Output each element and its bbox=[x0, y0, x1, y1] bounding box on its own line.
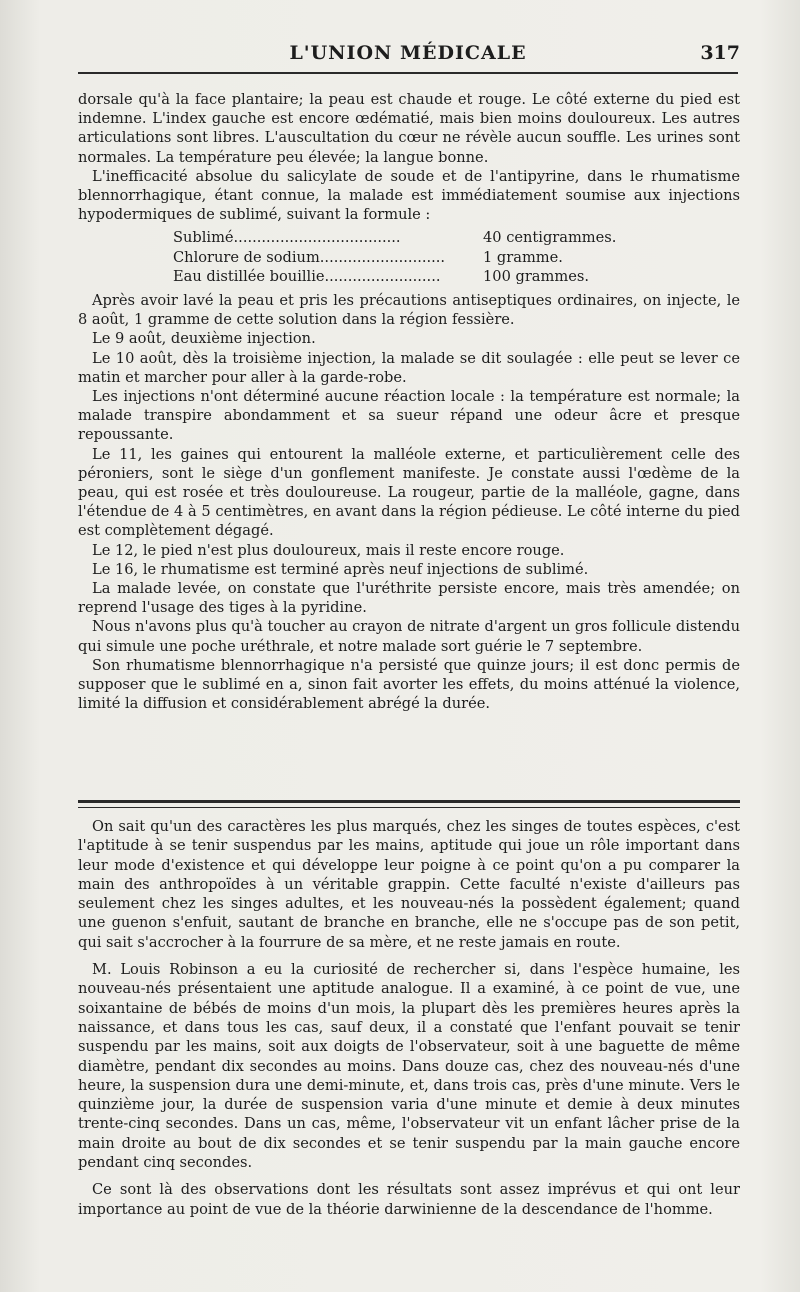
page-number: 317 bbox=[700, 42, 740, 64]
paragraph: Ce sont là des observations dont les résultats sont assez imprévus et qui ont leur importance au point de vue de la théorie darwinienne de la descendance de l'homme. bbox=[78, 1181, 740, 1218]
paragraph: La malade levée, on constate que l'uréthrite persiste encore, mais très amendée; on reprend l'usage des tiges à la pyridine. bbox=[78, 580, 740, 617]
paragraph: Le 16, le rhumatisme est terminé après neuf injections de sublimé. bbox=[92, 560, 589, 578]
formula-quantity: 100 grammes. bbox=[483, 267, 589, 285]
paragraph: Après avoir lavé la peau et pris les précautions antiseptiques ordinaires, on injecte, le 8 août, 1 gramme de cette solution dans la région fessière. bbox=[78, 291, 740, 329]
paragraph: Les injections n'ont déterminé aucune réaction locale : la température est normale; la malade transpire abondamment et sa sueur répand une odeur âcre et presque repoussante. bbox=[78, 388, 740, 444]
paragraph: Son rhumatisme blennorrhagique n'a persisté que quinze jours; il est donc permis de supposer que le sublimé en a, sinon fait avorter les effets, du moins atténué la violence, limité la diffusion et considérablement abrégé la durée. bbox=[78, 656, 740, 713]
formula-ingredient: Chlorure de sodium........................... bbox=[173, 248, 446, 266]
article-singes bbox=[78, 817, 740, 1227]
formula-quantity: 1 gramme. bbox=[483, 248, 563, 266]
formula-quantity: 40 centigrammes. bbox=[483, 229, 617, 247]
formula-ingredient: Sublimé.................................... bbox=[173, 229, 401, 247]
paragraph: Le 9 août, deuxième injection. bbox=[92, 330, 316, 348]
paragraph: Le 12, le pied n'est plus douloureux, mais il reste encore rouge. bbox=[92, 541, 565, 559]
formula-row bbox=[173, 267, 713, 286]
running-title: L'UNION MÉDICALE bbox=[289, 42, 527, 64]
page-header bbox=[76, 42, 740, 72]
paragraph: On sait qu'un des caractères les plus marqués, chez les singes de toutes espèces, c'est l'aptitude à se tenir suspendus par les mains, aptitude qui joue un rôle important dans leur mode d'existence et qui développe leur poigne à ce point qu'on a pu comparer la main des anthropoïdes à un véritable grappin. Cette faculté n'existe d'ailleurs pas seulement chez les singes adultes, et les nouveau-nés la possèdent également; quand une guenon s'enfuit, sautant de branche en branche, elle ne s'occupe pas de son petit, qui sait s'accrocher à la fourrure de sa mère, et ne reste jamais en route. bbox=[78, 818, 740, 951]
paragraph: M. Louis Robinson a eu la curiosité de rechercher si, dans l'espèce humaine, les nouveau-nés présentaient une aptitude analogue. Il a examiné, à ce point de vue, une soixantaine de bébés de moins d'un mois, la plupart dès les premières heures après la naissance, et dans tous les cas, sauf deux, il a constaté que l'enfant pouvait se tenir suspendu par les mains, soit aux doigts de l'observateur, soit à une baguette de même diamètre, pendant dix secondes au moins. Dans douze cas, chez des nouveau-nés d'une heure, la suspension dura une demi-minute, et, dans trois cas, près d'une minute. Vers le quinzième jour, la durée de suspension varia d'une minute et demie à deux minutes trente-cinq secondes. Dans un cas, même, l'observateur vit un enfant lâcher prise de la main droite au bout de dix secondes et se tenir suspendu par la main gauche encore pendant cinq secondes. bbox=[78, 961, 740, 1172]
formula-table bbox=[173, 228, 713, 286]
formula-row bbox=[173, 248, 713, 267]
paragraph: Le 11, les gaines qui entourent la malléole externe, et particulièrement celle des péroniers, sont le siège d'un gonflement manifeste. Je constate aussi l'œdème de la peau, qui est rosée et très douloureuse. La rougeur, partie de la malléole, gagne, dans l'étendue de 4 à 5 centimètres, en avant dans la région pédieuse. Le côté interne du pied est complètement dégagé. bbox=[78, 445, 740, 540]
paragraph: dorsale qu'à la face plantaire; la peau est chaude et rouge. Le côté externe du pied est indemne. L'index gauche est encore œdématié, mais bien moins douloureux. Les autres articulations sont libres. L'auscultation du cœur ne révèle aucun souffle. Les urines sont normales. La température peu élevée; la langue bonne. bbox=[78, 91, 740, 166]
paragraph: Le 10 août, dès la troisième injection, la malade se dit soulagée : elle peut se lever ce matin et marcher pour aller à la garde-robe. bbox=[78, 349, 740, 386]
paragraph: L'inefficacité absolue du salicylate de soude et de l'antipyrine, dans le rhumatisme blennorrhagique, étant connue, la malade est immédiatement soumise aux injections hypodermiques de sublimé, suivant la formule : bbox=[78, 167, 740, 224]
header-rule bbox=[78, 72, 738, 74]
formula-ingredient: Eau distillée bouillie......................... bbox=[173, 267, 441, 285]
article-rhumatisme bbox=[78, 90, 740, 713]
section-divider bbox=[78, 800, 740, 808]
paragraph: Nous n'avons plus qu'à toucher au crayon de nitrate d'argent un gros follicule distendu qui simule une poche uréthrale, et notre malade sort guérie le 7 septembre. bbox=[78, 618, 740, 655]
formula-row bbox=[173, 228, 713, 247]
